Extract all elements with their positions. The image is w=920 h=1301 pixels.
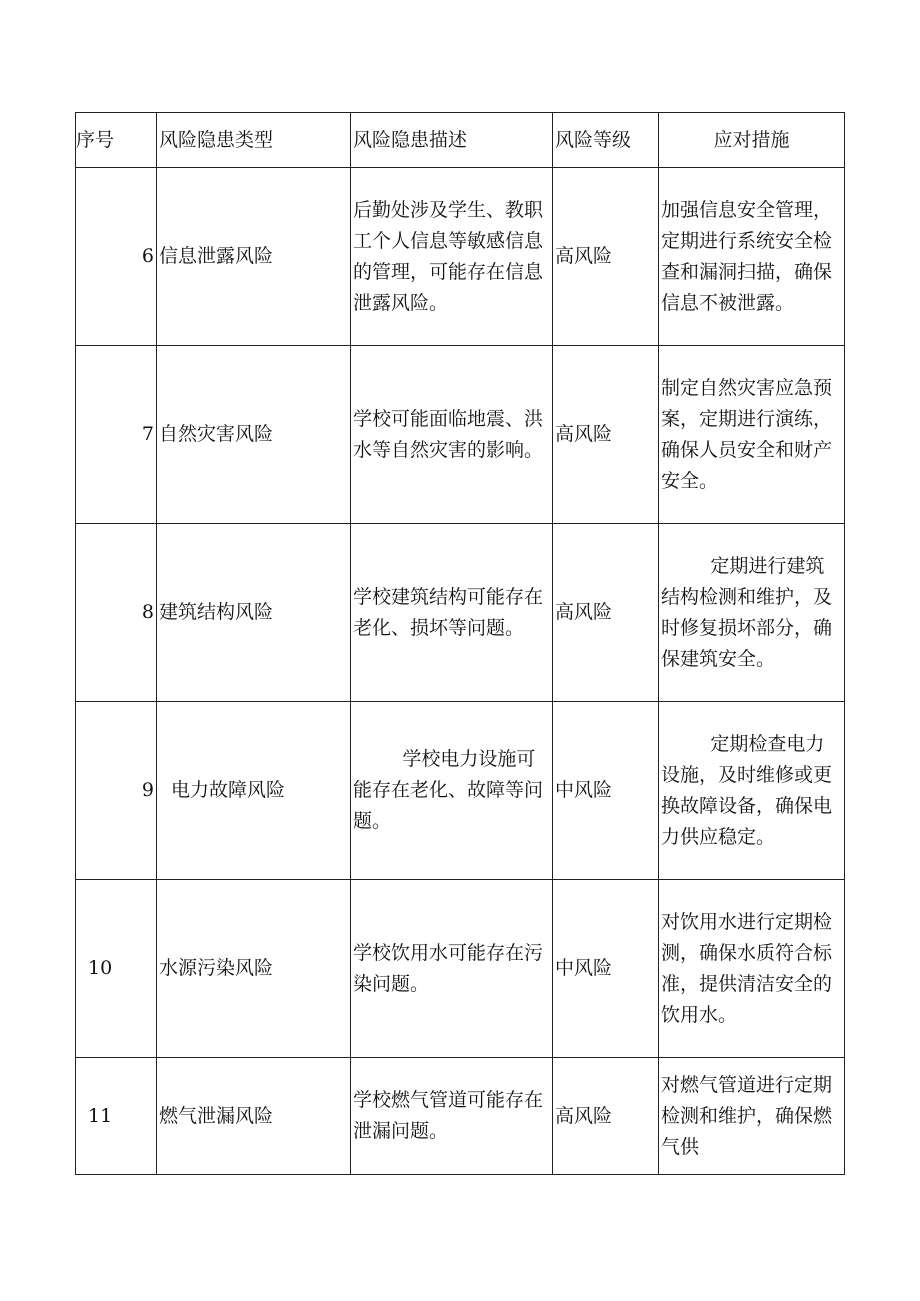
risk-type-cell xyxy=(157,702,351,880)
risk-description: 后勤处涉及学生、教职工个人信息等敏感信息的管理，可能存在信息泄露风险。 xyxy=(351,168,553,346)
table-header-row xyxy=(76,113,845,168)
risk-description-cell xyxy=(351,702,553,880)
risk-type: 燃气泄漏风险 xyxy=(157,1058,351,1175)
table-row xyxy=(76,880,845,1058)
risk-type: 自然灾害风险 xyxy=(157,346,351,524)
risk-level: 高风险 xyxy=(553,524,659,702)
table-row xyxy=(76,1058,845,1175)
risk-type: 信息泄露风险 xyxy=(157,168,351,346)
row-number: 7 xyxy=(76,346,157,524)
risk-level: 中风险 xyxy=(553,702,659,880)
risk-description: 学校电力设施可能存在老化、故障等问题。 xyxy=(353,748,544,832)
risk-level: 高风险 xyxy=(553,1058,659,1175)
header-cell-desc: 风险隐患描述 xyxy=(351,113,553,168)
row-number: 11 xyxy=(76,1058,157,1175)
risk-measure: 加强信息安全管理，定期进行系统安全检查和漏洞扫描，确保信息不被泄露。 xyxy=(659,168,845,346)
risk-description: 学校可能面临地震、洪水等自然灾害的影响。 xyxy=(351,346,553,524)
risk-measure: 制定自然灾害应急预案，定期进行演练，确保人员安全和财产安全。 xyxy=(659,346,845,524)
row-number: 9 xyxy=(76,702,157,880)
risk-measure-cell xyxy=(659,524,845,702)
header-cell-no: 序号 xyxy=(76,113,157,168)
header-cell-measure: 应对措施 xyxy=(659,113,845,168)
risk-description: 学校建筑结构可能存在老化、损坏等问题。 xyxy=(351,524,553,702)
risk-type: 建筑结构风险 xyxy=(157,524,351,702)
table-row xyxy=(76,346,845,524)
risk-type: 水源污染风险 xyxy=(157,880,351,1058)
risk-measure: 对燃气管道进行定期检测和维护，确保燃气供 xyxy=(659,1058,845,1175)
risk-table xyxy=(75,112,845,1175)
table-row xyxy=(76,168,845,346)
risk-level: 高风险 xyxy=(553,346,659,524)
risk-level: 高风险 xyxy=(553,168,659,346)
risk-type: 电力故障风险 xyxy=(171,779,286,801)
table-row xyxy=(76,702,845,880)
risk-description: 学校饮用水可能存在污染问题。 xyxy=(351,880,553,1058)
risk-measure-cell xyxy=(659,702,845,880)
header-cell-level: 风险等级 xyxy=(553,113,659,168)
risk-measure: 定期检查电力设施，及时维修或更换故障设备，确保电力供应稳定。 xyxy=(661,732,833,848)
header-cell-type: 风险隐患类型 xyxy=(157,113,351,168)
table-row xyxy=(76,524,845,702)
row-number: 6 xyxy=(76,168,157,346)
risk-level: 中风险 xyxy=(553,880,659,1058)
row-number: 8 xyxy=(76,524,157,702)
risk-measure: 定期进行建筑结构检测和维护，及时修复损坏部分，确保建筑安全。 xyxy=(661,554,833,670)
risk-measure: 对饮用水进行定期检测，确保水质符合标准，提供清洁安全的饮用水。 xyxy=(659,880,845,1058)
row-number: 10 xyxy=(76,880,157,1058)
risk-description: 学校燃气管道可能存在泄漏问题。 xyxy=(351,1058,553,1175)
